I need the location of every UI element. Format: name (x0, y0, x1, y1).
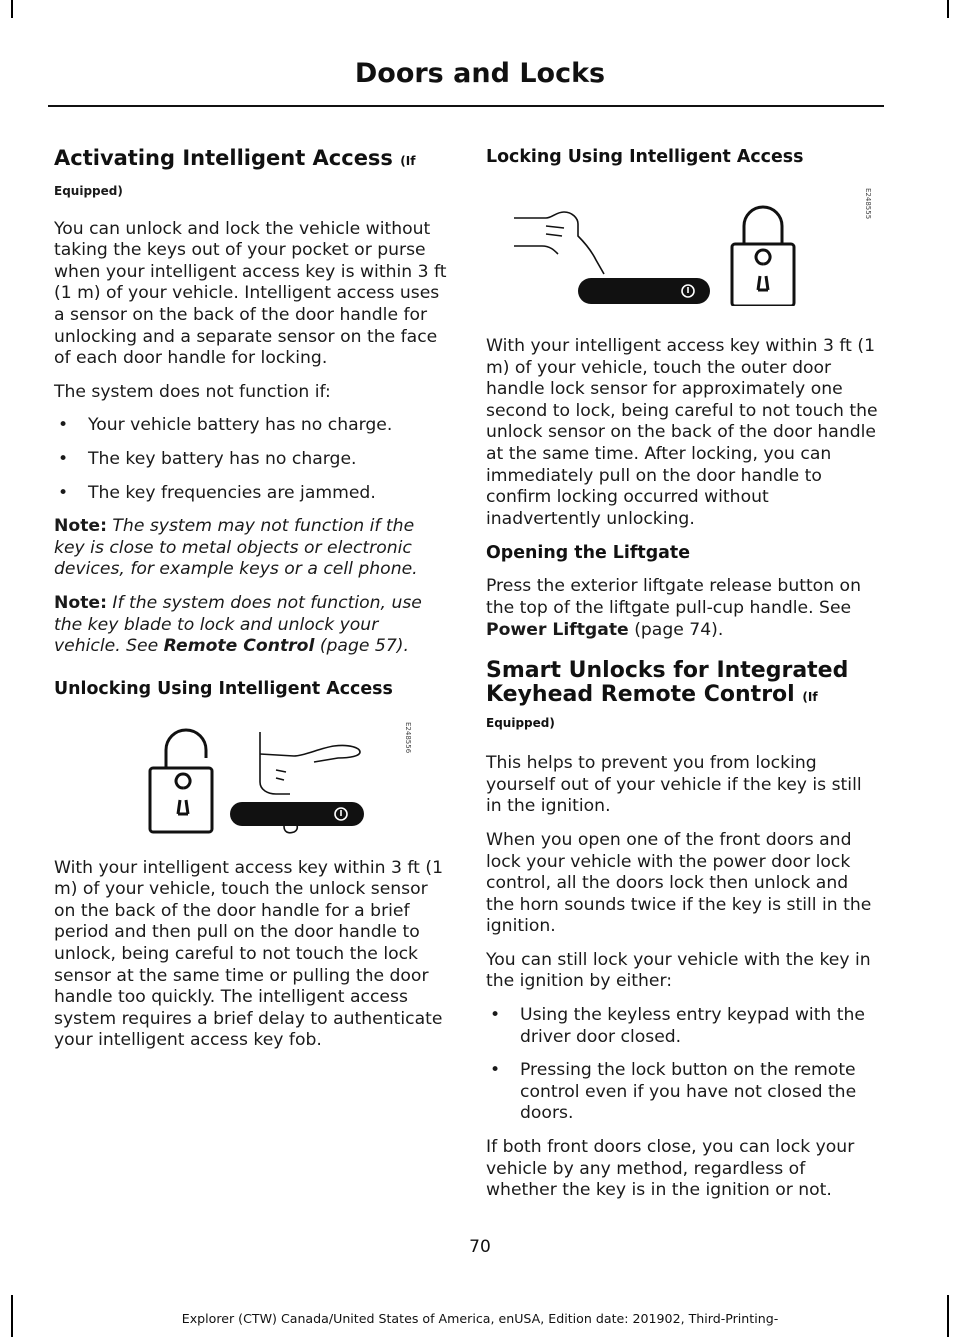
subheading-locking: Locking Using Intelligent Access (486, 147, 804, 167)
door-handle (578, 278, 710, 304)
figure-id: E248555 (864, 188, 872, 220)
bullet: • (490, 1005, 501, 1026)
section-heading-smart-unlocks (486, 659, 880, 735)
list-item (486, 1060, 880, 1125)
cross-reference-link[interactable]: Power Liftgate (486, 619, 629, 640)
paragraph: You can still lock your vehicle with the key in the ignition by either: (486, 949, 871, 992)
page-reference: (page 74). (634, 619, 724, 640)
keyhole (176, 774, 190, 814)
crop-mark (11, 0, 13, 18)
note (54, 516, 448, 581)
bullet: • (58, 448, 69, 469)
padlock-shackle-closed (744, 207, 782, 244)
footer-text: Explorer (CTW) Canada/United States of America, enUSA, Edition date: 201902, Third-Printing- (181, 1311, 779, 1326)
section-heading-activating (54, 146, 448, 173)
heading-text: Smart Unlocks for Integrated (486, 658, 849, 684)
paragraph: When you open one of the front doors and lock your vehicle with the power door lock control, all the doors lock then unlock and the horn sounds twice if the key is still in the ignition. (486, 829, 872, 937)
list-item-text: Your vehicle battery has no charge. (88, 415, 393, 436)
padlock-body (150, 768, 212, 832)
heading-suffix-continued: Equipped) (54, 184, 123, 198)
door-handle (230, 802, 364, 826)
subheading-liftgate: Opening the Liftgate (486, 543, 691, 564)
list-item-text: Pressing the lock button on the remote control even if you have not closed the doors. (520, 1060, 857, 1124)
paragraph-text: Press the exterior liftgate release button on the top of the liftgate pull-cup handle. (486, 576, 861, 618)
paragraph: You can unlock and lock the vehicle without taking the keys out of your pocket or purse when your intelligent access key is within 3 ft (1 m) of your vehicle. Intelligent access uses a sensor on the back of the door handle for unlocking and a separate sensor on the face of each door handle for locking. (54, 218, 447, 369)
lock-illustration (486, 188, 880, 306)
hand-outline (260, 732, 290, 794)
heading-suffix: (If Equipped) (486, 690, 818, 731)
lock-diagram-icon (486, 188, 880, 306)
paragraph-text: See (819, 597, 852, 618)
crop-mark (947, 0, 949, 18)
bullet: • (58, 482, 69, 503)
note-label: Note: (54, 592, 107, 613)
bullet: • (58, 415, 69, 436)
subheading-unlocking: Unlocking Using Intelligent Access (54, 678, 393, 699)
paragraph (486, 576, 880, 641)
page-title: Doors and Locks (354, 58, 606, 89)
paragraph: If both front doors close, you can lock your vehicle by any method, regardless of whether the key is in the ignition or not. (486, 1137, 855, 1201)
keyhole (756, 250, 770, 290)
hand-outline (514, 212, 604, 274)
note-label: Note: (54, 516, 107, 537)
list-item-text: Using the keyless entry keypad with the driver door closed. (520, 1005, 865, 1047)
list-item (486, 1005, 880, 1048)
bullet: • (490, 1060, 501, 1081)
padlock-shackle-open (166, 730, 206, 768)
page-number: 70 (469, 1237, 491, 1257)
page-reference: (page 57). (319, 636, 409, 657)
page-header (290, 58, 670, 89)
unlock-illustration (54, 721, 448, 836)
heading-text: Activating Intelligent Access (54, 146, 393, 170)
heading-text: Keyhead Remote Control (486, 682, 795, 708)
paragraph: The system does not function if: (54, 381, 331, 402)
left-column (54, 146, 448, 1064)
paragraph: With your intelligent access key within 3 ft (1 m) of your vehicle, touch the outer door handle lock sensor for approximately one second to lock, being careful to not touch the unlock sensor on the back of the door handle at the same time. After locking, you can immediately pull on the door handle to confirm locking occurred without inadvertently unlocking. (486, 336, 878, 529)
unlock-diagram-icon (54, 728, 448, 836)
cross-reference-link[interactable]: Remote Control (163, 636, 315, 657)
list-item (54, 415, 448, 437)
list-item-text: The key battery has no charge. (88, 448, 357, 469)
header-rule (48, 105, 884, 107)
list-item (54, 449, 448, 471)
heading-suffix: (If (400, 154, 416, 168)
note-text: If the system does not function, use the key blade to lock and unlock your vehicle. See (54, 592, 422, 657)
paragraph: This helps to prevent you from locking yourself out of your vehicle if the key is still in the ignition. (486, 753, 862, 817)
figure-id: E248556 (404, 721, 412, 753)
padlock-body (732, 244, 794, 306)
right-column (486, 146, 880, 1214)
note-text: The system may not function if the key is close to metal objects or electronic devices, for example keys or a cell phone. (54, 516, 418, 580)
list-item-text: The key frequencies are jammed. (88, 482, 376, 503)
note (54, 593, 448, 658)
paragraph: With your intelligent access key within 3 ft (1 m) of your vehicle, touch the unlock sensor on the back of the door handle for a brief period and then pull on the door handle to unlock, being careful to not touch the lock sensor at the same time or pulling the door handle too quickly. The intelligent access system requires a brief delay to authenticate your intelligent access key fob. (54, 857, 444, 1051)
list-item (54, 483, 448, 505)
